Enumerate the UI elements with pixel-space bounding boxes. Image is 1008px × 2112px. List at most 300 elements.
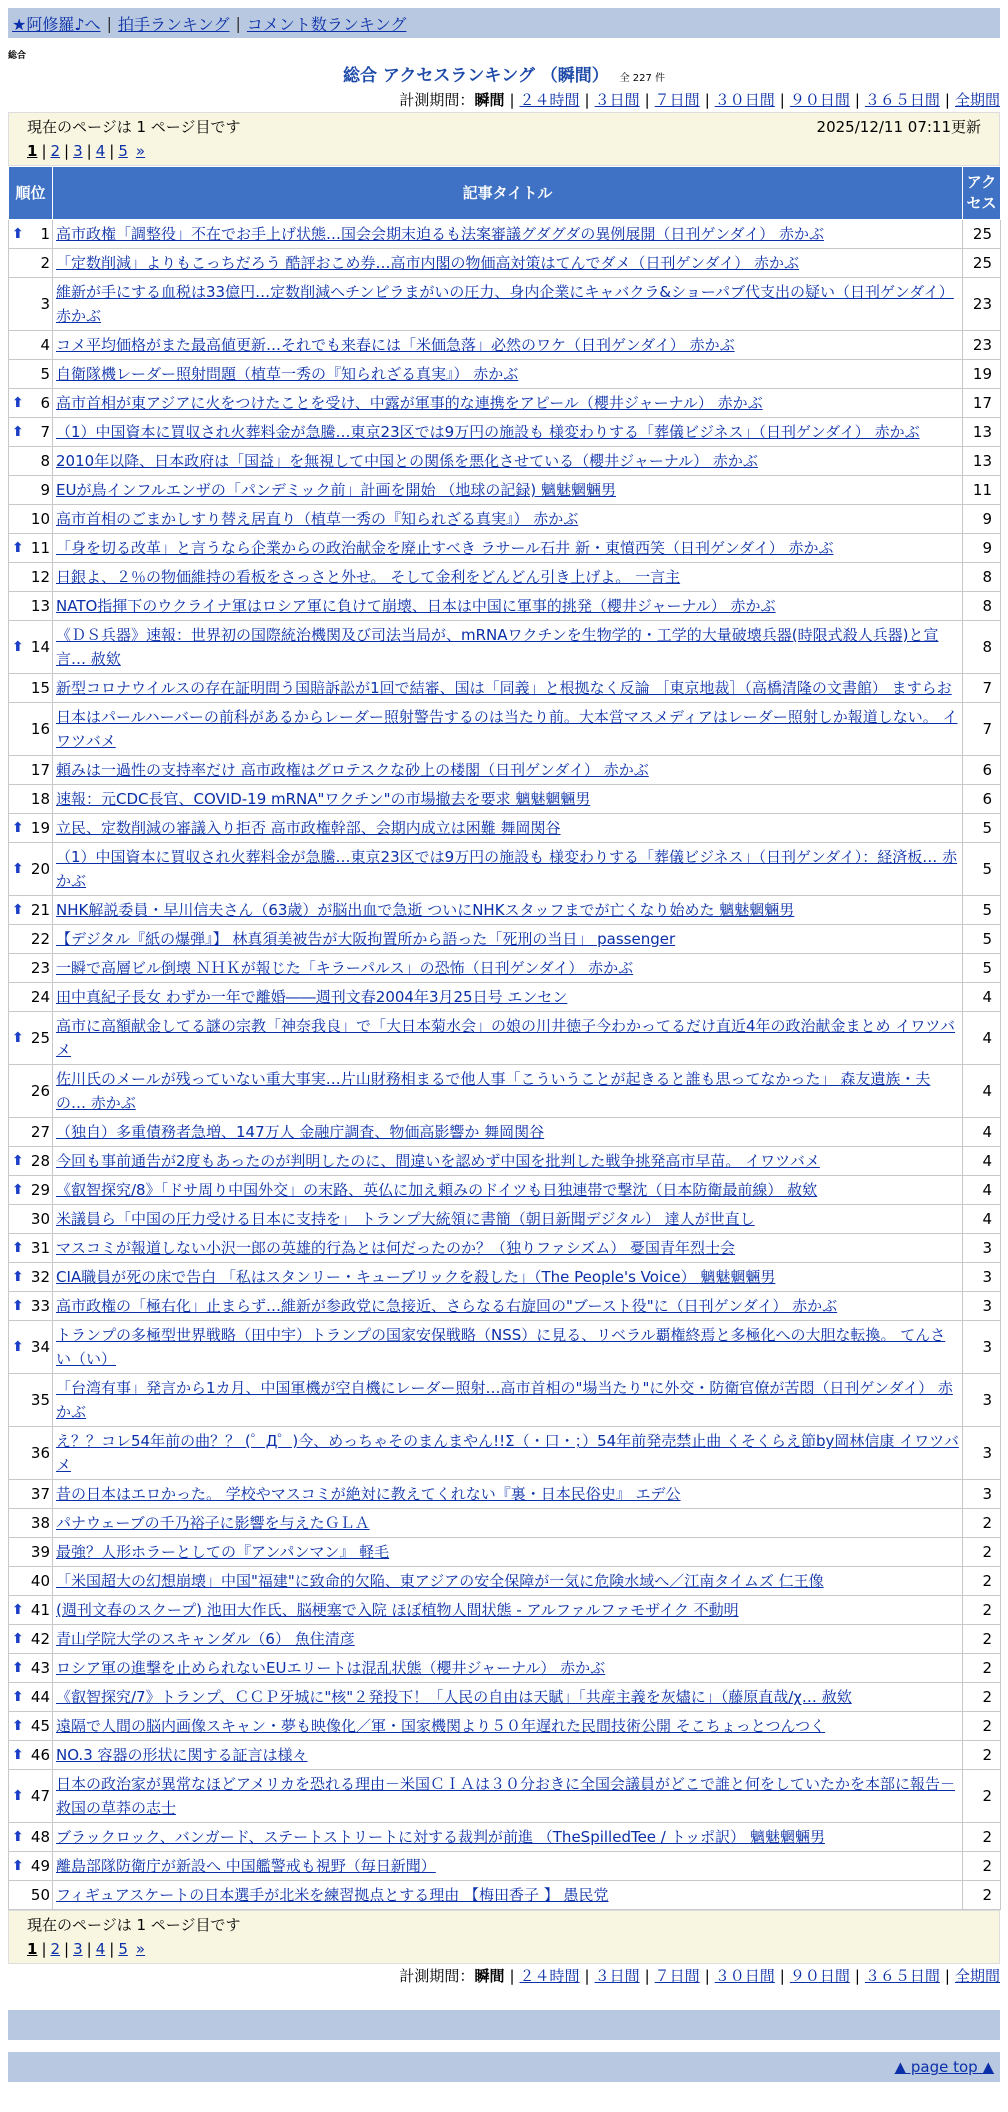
title-row	[8, 64, 1000, 88]
rank-number: 7	[40, 423, 50, 441]
rank-cell	[9, 785, 53, 814]
article-link[interactable]: マスコミが報道しない小沢一郎の英雄的行為とは何だったのか？（独りファシズム） 憂国青年烈士会	[56, 1239, 736, 1257]
article-link[interactable]: 今回も事前通告が2度もあったのが判明したのに、間違いを認めず中国を批判した戦争挑発高市早苗。 イワツバメ	[56, 1152, 820, 1170]
article-link[interactable]: 自衛隊機レーダー照射問題（植草一秀の『知られざる真実』） 赤かぶ	[56, 365, 519, 383]
article-link[interactable]: 2010年以降、日本政府は「国益」を無視して中国との関係を悪化させている（櫻井ジャーナル） 赤かぶ	[56, 452, 758, 470]
period-link[interactable]: 全期間	[954, 1967, 1000, 1985]
page-link[interactable]: 5	[118, 1940, 128, 1958]
article-link[interactable]: 高市政権の「極右化」止まらず…維新が参政党に急接近、さらなる右旋回の"ブースト役"に（日刊ゲンダイ） 赤かぶ	[56, 1297, 838, 1315]
access-count: 2	[963, 1823, 1001, 1852]
title-cell	[53, 1741, 963, 1770]
period-separator: |	[644, 1967, 650, 1985]
rank-number: 10	[30, 510, 50, 528]
period-link[interactable]: ３６５日間	[864, 1967, 940, 1985]
period-separator: |	[584, 1967, 590, 1985]
article-link[interactable]: 維新が手にする血税は33億円…定数削減ヘチンピラまがいの圧力、身内企業にキャバクラ&ショーパブ代支出の疑い（日刊ゲンダイ） 赤かぶ	[56, 283, 954, 325]
table-row	[9, 843, 1001, 896]
up-arrow-icon: ⬆	[12, 1339, 24, 1355]
rank-cell	[9, 814, 53, 843]
rank-number: 16	[30, 720, 50, 738]
article-link[interactable]: コメ平均価格がまた最高値更新…それでも来春には「米価急落」必然のワケ（日刊ゲンダイ） 赤かぶ	[56, 336, 735, 354]
article-link[interactable]: 田中真紀子長女 わずか一年で離婚――週刊文春2004年3月25日号 エンセン	[56, 988, 568, 1006]
period-separator: |	[944, 1967, 950, 1985]
period-current: 瞬間	[474, 91, 505, 109]
page-separator: |	[64, 142, 70, 160]
header-text-line: セス	[966, 194, 997, 212]
table-row	[9, 1065, 1001, 1118]
access-count: 25	[963, 249, 1001, 278]
article-link[interactable]: 佐川氏のメールが残っていない重大事実…片山財務相まるで他人事「こういうことが起きると誰も思ってなかった」 森友遺族・夫の… 赤かぶ	[56, 1070, 931, 1112]
article-link[interactable]: NHK解説委員・早川信夫さん（63歳）が脳出血で急逝 ついにNHKスタッフまでが亡くなり始めた 魑魅魍魎男	[56, 901, 795, 919]
title-cell	[53, 278, 963, 331]
access-count: 2	[963, 1509, 1001, 1538]
rank-number: 40	[30, 1572, 50, 1590]
table-row	[9, 1374, 1001, 1427]
rank-cell	[9, 1147, 53, 1176]
article-link[interactable]: NATO指揮下のウクライナ軍はロシア軍に負けて崩壊、日本は中国に軍事的挑発（櫻井ジャーナル） 赤かぶ	[56, 597, 776, 615]
updated-timestamp: 2025/12/11 07:11更新	[816, 118, 981, 136]
rank-number: 47	[30, 1787, 50, 1805]
rank-cell	[9, 278, 53, 331]
period-label: 計測期間：	[399, 1967, 475, 1985]
header-title: 記事タイトル	[53, 167, 963, 220]
page-links	[27, 1937, 981, 1961]
access-count: 11	[963, 476, 1001, 505]
header-rank	[9, 167, 53, 220]
title-cell	[53, 1712, 963, 1741]
article-link[interactable]: 速報：元CDC長官、COVID-19 mRNA"ワクチン"の市場撤去を要求 魑魅魍魎男	[56, 790, 591, 808]
article-link[interactable]: 《叡智探究/8》「ドサ周り中国外交」の末路、英仏に加え頼みのドイツも日独連帯で撃沈（日本防衛最前線） 赦欸	[56, 1181, 818, 1199]
title-cell	[53, 418, 963, 447]
nav-applause-ranking-link[interactable]: 拍手ランキング	[117, 14, 230, 34]
page-next-link[interactable]: »	[135, 142, 146, 160]
rank-cell	[9, 1118, 53, 1147]
article-link[interactable]: 一瞬で高層ビル倒壊 ＮＨＫが報じた「キラーパルス」の恐怖（日刊ゲンダイ） 赤かぶ	[56, 959, 634, 977]
table-row	[9, 220, 1001, 249]
article-link[interactable]: ロシア軍の進撃を止められないEUエリートは混乱状態（櫻井ジャーナル） 赤かぶ	[56, 1659, 606, 1677]
page-title: 総合 アクセスランキング （瞬間）	[342, 66, 609, 86]
table-row	[9, 1205, 1001, 1234]
access-count: 13	[963, 418, 1001, 447]
page-link[interactable]: 3	[73, 1940, 83, 1958]
table-row	[9, 1654, 1001, 1683]
period-separator: |	[854, 1967, 860, 1985]
table-row	[9, 983, 1001, 1012]
access-count: 2	[963, 1770, 1001, 1823]
period-link[interactable]: ２４時間	[519, 91, 580, 109]
article-link[interactable]: 離島部隊防衛庁が新設へ 中国艦警戒も視野（毎日新聞）	[56, 1857, 436, 1875]
rank-number: 25	[30, 1029, 50, 1047]
article-link[interactable]: 昔の日本はエロかった。 学校やマスコミが絶対に教えてくれない『裏・日本民俗史』 エデ公	[56, 1485, 681, 1503]
access-count: 23	[963, 331, 1001, 360]
table-row	[9, 1712, 1001, 1741]
up-arrow-icon: ⬆	[12, 1788, 24, 1804]
rank-cell	[9, 1881, 53, 1910]
title-cell	[53, 814, 963, 843]
title-cell	[53, 674, 963, 703]
article-link[interactable]: 青山学院大学のスキャンダル（6） 魚住清彦	[56, 1630, 355, 1648]
period-link[interactable]: ３０日間	[714, 91, 775, 109]
page-link[interactable]: 2	[50, 142, 61, 160]
rank-cell	[9, 1823, 53, 1852]
title-cell	[53, 621, 963, 674]
period-link[interactable]: ３日間	[594, 91, 640, 109]
article-link[interactable]: CIA職員が死の床で告白 「私はスタンリー・キューブリックを殺した」（The People's Voice） 魑魅魍魎男	[56, 1268, 776, 1286]
article-link[interactable]: 新型コロナウイルスの存在証明問う国賠訴訟が1回で結審、国は「同義」と根拠なく反論 ［東京地裁］（高橋清隆の文書館） ますらお	[56, 679, 952, 697]
rank-number: 15	[30, 679, 50, 697]
period-link[interactable]: ３６５日間	[864, 91, 940, 109]
page-link[interactable]: 4	[95, 142, 106, 160]
title-cell	[53, 1567, 963, 1596]
period-label: 計測期間：	[399, 91, 475, 109]
title-cell	[53, 1292, 963, 1321]
rank-cell	[9, 249, 53, 278]
table-row	[9, 1321, 1001, 1374]
access-count: 2	[963, 1712, 1001, 1741]
rank-cell	[9, 756, 53, 785]
page-separator: |	[86, 1940, 92, 1958]
rank-number: 8	[40, 452, 50, 470]
rank-cell	[9, 1176, 53, 1205]
article-link[interactable]: 「定数削減」よりもこっちだろう 酷評おこめ券…高市内閣の物価高対策はてんでダメ（日刊ゲンダイ） 赤かぶ	[56, 254, 800, 272]
article-link[interactable]: NO.3 容器の形状に関する証言は様々	[56, 1746, 308, 1764]
page-current: 1	[27, 142, 38, 160]
rank-number: 6	[40, 394, 50, 412]
access-count: 3	[963, 1263, 1001, 1292]
access-count: 5	[963, 954, 1001, 983]
title-cell	[53, 1538, 963, 1567]
rank-number: 34	[30, 1338, 50, 1356]
total-count: 全 227 件	[619, 73, 666, 84]
article-link[interactable]: 最強？人形ホラーとしての『アンパンマン』 軽毛	[56, 1543, 390, 1561]
rank-cell	[9, 674, 53, 703]
rank-cell	[9, 220, 53, 249]
rank-number: 9	[40, 481, 50, 499]
table-row	[9, 1263, 1001, 1292]
article-link[interactable]: ブラックロック、バンガード、ステートストリートに対する裁判が前進 （TheSpilledTee / トッポ訳） 魑魅魍魎男	[56, 1828, 825, 1846]
article-link[interactable]: 遠隔で人間の脳内画像スキャン・夢も映像化／軍・国家機関より５０年遅れた民間技術公開 そこちょっとつんつく	[56, 1717, 826, 1735]
rank-number: 17	[30, 761, 50, 779]
table-row	[9, 1567, 1001, 1596]
rank-cell	[9, 1012, 53, 1065]
up-arrow-icon: ⬆	[12, 1631, 24, 1647]
table-row	[9, 1770, 1001, 1823]
article-link[interactable]: トランプの多極型世界戦略（田中宇）トランプの国家安保戦略（NSS）に見る、リベラル覇権終焉と多極化への大胆な転換。 てんさい（い）	[56, 1326, 946, 1368]
access-count: 6	[963, 785, 1001, 814]
rank-cell	[9, 1852, 53, 1881]
title-cell	[53, 1147, 963, 1176]
article-link[interactable]: 高市首相のごまかしすり替え居直り（植草一秀の『知られざる真実』） 赤かぶ	[56, 510, 579, 528]
article-link[interactable]: 頼みは一過性の支持率だけ 高市政権はグロテスクな砂上の楼閣（日刊ゲンダイ） 赤かぶ	[56, 761, 649, 779]
rank-number: 21	[30, 901, 50, 919]
article-link[interactable]: 立民、定数削減の審議入り拒否 高市政権幹部、会期内成立は困難 舞岡関谷	[56, 819, 561, 837]
table-row	[9, 1012, 1001, 1065]
header-text-line: 順位	[15, 183, 46, 202]
rank-cell	[9, 476, 53, 505]
table-row	[9, 954, 1001, 983]
period-link[interactable]: ３０日間	[714, 1967, 775, 1985]
access-count: 8	[963, 592, 1001, 621]
article-link[interactable]: 日本の政治家が異常なほどアメリカを恐れる理由－米国ＣＩＡは３０分おきに全国会議員がどこで誰と何をしていたかを本部に報告－ 救国の草莽の志士	[56, 1775, 955, 1817]
table-row	[9, 1509, 1001, 1538]
table-row	[9, 925, 1001, 954]
access-count: 4	[963, 1147, 1001, 1176]
table-row	[9, 1234, 1001, 1263]
access-count: 4	[963, 1012, 1001, 1065]
period-link[interactable]: ９０日間	[789, 1967, 850, 1985]
article-link[interactable]: 「台湾有事」発言から1カ月、中国軍機が空自機にレーダー照射…高市首相の"場当たり"に外交・防衛官僚が苦悶（日刊ゲンダイ） 赤かぶ	[56, 1379, 953, 1421]
rank-number: 42	[30, 1630, 50, 1648]
access-count: 2	[963, 1538, 1001, 1567]
access-count: 2	[963, 1596, 1001, 1625]
title-cell	[53, 563, 963, 592]
rank-number: 50	[30, 1886, 50, 1904]
rank-number: 48	[30, 1828, 50, 1846]
up-arrow-icon: ⬆	[12, 424, 24, 440]
page-status: 現在のページは 1 ページ目です	[27, 118, 241, 136]
rank-cell	[9, 1654, 53, 1683]
rank-number: 43	[30, 1659, 50, 1677]
title-cell	[53, 389, 963, 418]
up-arrow-icon: ⬆	[12, 540, 24, 556]
article-link[interactable]: (週刊文春のスクープ) 池田大作氏、脳梗塞で入院 ほぼ植物人間状態 - アルファルファモザイク 不動明	[56, 1601, 739, 1619]
article-link[interactable]: 日銀よ、２％の物価維持の看板をさっさと外せ。 そして金利をどんどん引き上げよ。 一言主	[56, 568, 681, 586]
period-separator: |	[854, 91, 860, 109]
article-link[interactable]: 日本はパールハーバーの前科があるからレーダー照射警告するのは当たり前。大本営マスメディアはレーダー照射しか報道しない。 イワツバメ	[56, 708, 958, 750]
title-cell	[53, 1480, 963, 1509]
nav-separator: |	[235, 13, 241, 33]
period-link[interactable]: 全期間	[954, 91, 1000, 109]
access-count: 2	[963, 1741, 1001, 1770]
title-cell	[53, 1176, 963, 1205]
up-arrow-icon: ⬆	[12, 1747, 24, 1763]
article-link[interactable]: フィギュアスケートの日本選手が北米を練習拠点とする理由 【梅田香子 】 愚民党	[56, 1886, 609, 1904]
table-row	[9, 278, 1001, 331]
rank-number: 26	[30, 1082, 50, 1100]
article-link[interactable]: 「米国超大の幻想崩壊」中国"福建"に致命的欠陥、東アジアの安全保障が一気に危険水域へ／江南タイムズ 仁王像	[56, 1572, 824, 1590]
page-next-link[interactable]: »	[135, 1940, 146, 1958]
rank-number: 46	[30, 1746, 50, 1764]
title-cell	[53, 249, 963, 278]
access-count: 2	[963, 1625, 1001, 1654]
up-arrow-icon: ⬆	[12, 226, 24, 242]
page-link[interactable]: 5	[118, 142, 128, 160]
title-cell	[53, 1065, 963, 1118]
title-cell	[53, 360, 963, 389]
period-link[interactable]: ２４時間	[519, 1967, 580, 1985]
table-row	[9, 360, 1001, 389]
article-link[interactable]: 《叡智探究/7》トランプ、ＣＣＰ牙城に"核"２発投下！「人民の自由は天賦」「共産主義を灰燼に」（藤原直哉/χ… 赦欸	[56, 1688, 852, 1706]
title-cell	[53, 1509, 963, 1538]
rank-cell	[9, 925, 53, 954]
up-arrow-icon: ⬆	[12, 1718, 24, 1734]
access-count: 4	[963, 1176, 1001, 1205]
article-link[interactable]: 高市首相が東アジアに火をつけたことを受け、中露が軍事的な連携をアピール（櫻井ジャーナル） 赤かぶ	[56, 394, 763, 412]
up-arrow-icon: ⬆	[12, 1858, 24, 1874]
access-count: 5	[963, 896, 1001, 925]
period-link[interactable]: ７日間	[654, 91, 700, 109]
article-link[interactable]: （独自）多重債務者急増、147万人 金融庁調査、物価高影響か 舞岡関谷	[56, 1123, 545, 1141]
rank-number: 37	[30, 1485, 50, 1503]
title-cell	[53, 1374, 963, 1427]
pager-bottom	[8, 1910, 1000, 1964]
page-link[interactable]: 3	[73, 142, 83, 160]
access-count: 3	[963, 1292, 1001, 1321]
access-count: 3	[963, 1321, 1001, 1374]
article-link[interactable]: パナウェーブの千乃裕子に影響を与えたＧＬＡ	[56, 1514, 370, 1532]
period-separator: |	[509, 91, 515, 109]
rank-number: 18	[30, 790, 50, 808]
rank-number: 29	[30, 1181, 50, 1199]
rank-cell	[9, 534, 53, 563]
rank-cell	[9, 621, 53, 674]
table-row	[9, 505, 1001, 534]
rank-number: 13	[30, 597, 50, 615]
rank-cell	[9, 1712, 53, 1741]
table-row	[9, 1823, 1001, 1852]
article-link[interactable]: 高市政権「調整役」不在でお手上げ状態…国会会期末迫るも法案審議グダグダの異例展開（日刊ゲンダイ） 赤かぶ	[56, 225, 824, 243]
access-count: 5	[963, 814, 1001, 843]
table-row	[9, 1147, 1001, 1176]
title-cell	[53, 954, 963, 983]
period-link[interactable]: ３日間	[594, 1967, 640, 1985]
period-link[interactable]: ７日間	[654, 1967, 700, 1985]
article-link[interactable]: え？？コレ54年前の曲？？ (゜Д゜)今、めっちゃそのまんまやん!!Σ（・口・；）54年前発売禁止曲 くそくらえ節by岡林信康 イワツバメ	[56, 1432, 959, 1474]
article-link[interactable]: 「身を切る改革」と言うなら企業からの政治献金を廃止すべき ラサール石井 新・東憤西笑（日刊ゲンダイ） 赤かぶ	[56, 539, 834, 557]
title-cell	[53, 534, 963, 563]
rank-number: 45	[30, 1717, 50, 1735]
page-separator: |	[86, 142, 92, 160]
page-separator: |	[41, 1940, 47, 1958]
table-row	[9, 1427, 1001, 1480]
rank-cell	[9, 1683, 53, 1712]
rank-number: 27	[30, 1123, 50, 1141]
rank-number: 4	[40, 336, 50, 354]
rank-cell	[9, 418, 53, 447]
title-cell	[53, 592, 963, 621]
rank-number: 19	[30, 819, 50, 837]
article-link[interactable]: 米議員ら「中国の圧力受ける日本に支持を」 トランプ大統領に書簡（朝日新聞デジタル） 達人が世直し	[56, 1210, 755, 1228]
up-arrow-icon: ⬆	[12, 1602, 24, 1618]
title-cell	[53, 1852, 963, 1881]
period-separator: |	[779, 1967, 785, 1985]
category-label: 総合	[8, 51, 27, 61]
rank-number: 22	[30, 930, 50, 948]
period-selector-bottom	[8, 1964, 1000, 1988]
rank-cell	[9, 954, 53, 983]
access-count: 5	[963, 843, 1001, 896]
access-count: 3	[963, 1234, 1001, 1263]
rank-cell	[9, 389, 53, 418]
access-count: 9	[963, 505, 1001, 534]
page-link[interactable]: 4	[95, 1940, 106, 1958]
article-link[interactable]: 高市に高額献金してる謎の宗教「神奈我良」で「大日本菊水会」の娘の川井徳子今わかってるだけ直近4年の政治献金まとめ イワツバメ	[56, 1017, 956, 1059]
access-count: 2	[963, 1654, 1001, 1683]
title-cell	[53, 1596, 963, 1625]
article-link[interactable]: （1）中国資本に買収され火葬料金が急騰…東京23区では9万円の施設も 様変わりする「葬儀ビジネス」（日刊ゲンダイ）：経済板… 赤かぶ	[56, 848, 958, 890]
title-cell	[53, 1012, 963, 1065]
access-count: 4	[963, 1205, 1001, 1234]
title-cell	[53, 1263, 963, 1292]
period-separator: |	[704, 91, 710, 109]
table-row	[9, 703, 1001, 756]
access-count: 23	[963, 278, 1001, 331]
page-links	[27, 139, 981, 163]
up-arrow-icon: ⬆	[12, 1240, 24, 1256]
ranking-table	[8, 166, 1001, 1910]
title-cell	[53, 1427, 963, 1480]
article-link[interactable]: 【デジタル『紙の爆弾』】 林真須美被告が大阪拘置所から語った「死刑の当日」 passenger	[56, 930, 676, 948]
rank-number: 2	[40, 254, 50, 272]
table-row	[9, 1292, 1001, 1321]
period-separator: |	[779, 91, 785, 109]
rank-number: 24	[30, 988, 50, 1006]
rank-number: 3	[40, 295, 50, 313]
title-cell	[53, 1118, 963, 1147]
title-cell	[53, 476, 963, 505]
title-cell	[53, 1881, 963, 1910]
rank-cell	[9, 1427, 53, 1480]
table-header-row	[9, 167, 1001, 220]
title-cell	[53, 843, 963, 896]
page-link[interactable]: 2	[50, 1940, 61, 1958]
up-arrow-icon: ⬆	[12, 1030, 24, 1046]
table-row	[9, 621, 1001, 674]
rank-number: 5	[40, 365, 50, 383]
title-cell	[53, 1770, 963, 1823]
access-count: 5	[963, 925, 1001, 954]
rank-number: 44	[30, 1688, 50, 1706]
table-row	[9, 896, 1001, 925]
rank-number: 35	[30, 1391, 50, 1409]
table-row	[9, 592, 1001, 621]
table-row	[9, 1118, 1001, 1147]
nav-home-link[interactable]: ★阿修羅♪へ	[12, 14, 101, 34]
rank-cell	[9, 983, 53, 1012]
rank-cell	[9, 592, 53, 621]
rank-cell	[9, 331, 53, 360]
access-count: 7	[963, 703, 1001, 756]
nav-comment-ranking-link[interactable]: コメント数ランキング	[246, 14, 407, 34]
table-row	[9, 1683, 1001, 1712]
page-separator: |	[64, 1940, 70, 1958]
title-cell	[53, 505, 963, 534]
period-link[interactable]: ９０日間	[789, 91, 850, 109]
page-separator: |	[109, 1940, 115, 1958]
article-link[interactable]: EUが鳥インフルエンザの「パンデミック前」計画を開始 （地球の記録) 魑魅魍魎男	[56, 481, 616, 499]
rank-number: 30	[30, 1210, 50, 1228]
rank-number: 31	[30, 1239, 50, 1257]
table-row	[9, 814, 1001, 843]
period-selector-top	[8, 88, 1000, 112]
access-count: 7	[963, 674, 1001, 703]
title-cell	[53, 1321, 963, 1374]
table-row	[9, 756, 1001, 785]
table-row	[9, 674, 1001, 703]
up-arrow-icon: ⬆	[12, 1689, 24, 1705]
table-row	[9, 249, 1001, 278]
period-current: 瞬間	[474, 1967, 505, 1985]
page-top-link[interactable]: ▲ page top ▲	[894, 2058, 994, 2076]
table-row	[9, 534, 1001, 563]
article-link[interactable]: 《ＤＳ兵器》速報：世界初の国際統治機関及び司法当局が、mRNAワクチンを生物学的・工学的大量破壊兵器(時限式殺人兵器)と宣言… 赦欸	[56, 626, 939, 668]
article-link[interactable]: （1）中国資本に買収され火葬料金が急騰…東京23区では9万円の施設も 様変わりする「葬儀ビジネス」（日刊ゲンダイ） 赤かぶ	[56, 423, 920, 441]
table-row	[9, 476, 1001, 505]
title-cell	[53, 896, 963, 925]
bottom-bar	[8, 2010, 1000, 2040]
rank-cell	[9, 1625, 53, 1654]
table-row	[9, 418, 1001, 447]
